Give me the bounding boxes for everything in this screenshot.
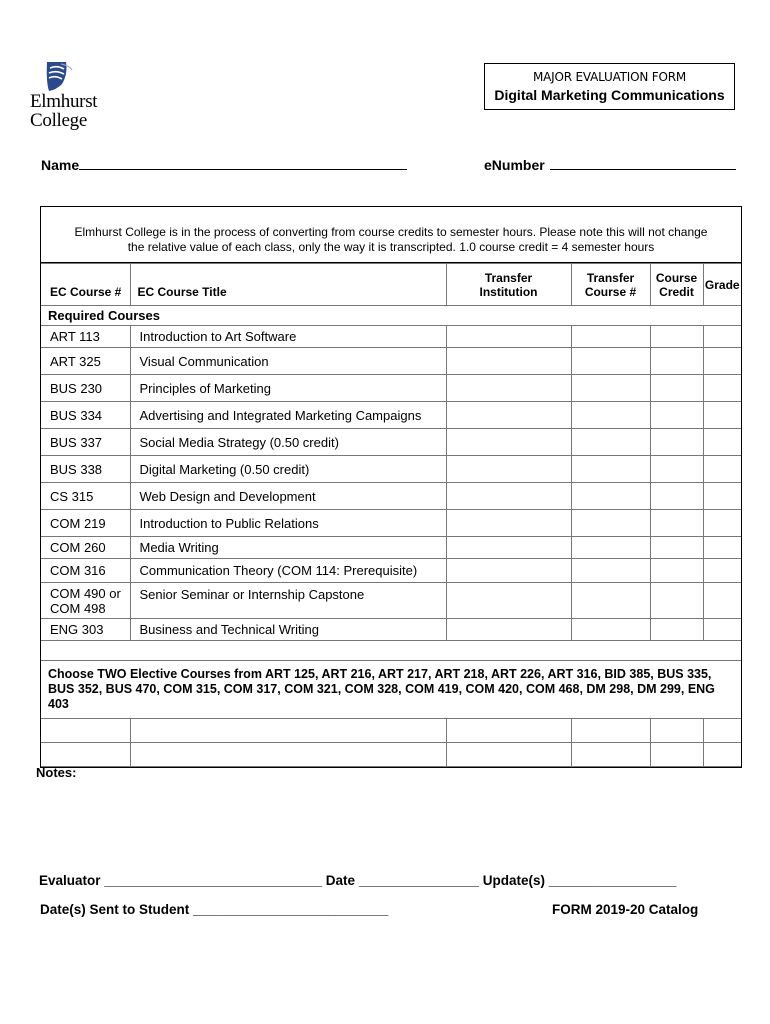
elective-title-cell[interactable] — [130, 743, 446, 767]
course-table — [41, 263, 741, 767]
table-header-row — [41, 264, 741, 306]
logo-line-2: College — [30, 110, 87, 131]
grade-cell[interactable] — [703, 326, 741, 348]
elective-course-number-cell[interactable] — [41, 719, 130, 743]
credit-cell[interactable] — [650, 456, 703, 483]
credit-cell[interactable] — [650, 326, 703, 348]
grade-cell[interactable] — [703, 510, 741, 537]
sent-label: Date(s) Sent to Student — [40, 902, 190, 917]
col-course-credit: Course Credit — [650, 264, 703, 306]
credit-cell[interactable] — [650, 510, 703, 537]
transfer-institution-cell[interactable] — [446, 510, 571, 537]
sent-line[interactable] — [40, 902, 388, 917]
credit-cell[interactable] — [650, 375, 703, 402]
spacer-cell — [41, 641, 741, 661]
grade-cell[interactable] — [703, 402, 741, 429]
course-title: Visual Communication — [130, 348, 446, 375]
table-row — [41, 348, 741, 375]
transfer-course-cell[interactable] — [571, 348, 650, 375]
course-number: COM 260 — [41, 537, 130, 559]
course-number: ART 113 — [41, 326, 130, 348]
elective-row — [41, 719, 741, 743]
conversion-notice — [41, 207, 741, 263]
grade-cell[interactable] — [703, 583, 741, 619]
transfer-course-cell[interactable] — [571, 456, 650, 483]
updates-label: Update(s) — [482, 873, 545, 888]
transfer-course-cell[interactable] — [571, 743, 650, 767]
elective-title-cell[interactable] — [130, 719, 446, 743]
evaluation-table — [40, 206, 742, 768]
transfer-institution-cell[interactable] — [446, 429, 571, 456]
transfer-institution-cell[interactable] — [446, 537, 571, 559]
form-label: MAJOR EVALUATION FORM — [532, 70, 687, 84]
credit-cell[interactable] — [650, 483, 703, 510]
course-number: ENG 303 — [41, 619, 130, 641]
program-title: Digital Marketing Communications — [494, 87, 725, 103]
grade-cell[interactable] — [703, 348, 741, 375]
course-title: Advertising and Integrated Marketing Campaigns — [130, 402, 446, 429]
grade-cell[interactable] — [703, 559, 741, 583]
col-ec-course: EC Course # — [41, 264, 130, 306]
credit-cell[interactable] — [650, 719, 703, 743]
notice-line-1: Elmhurst College is in the process of converting from course credits to semester hours. Please note this will not change — [74, 225, 708, 239]
name-line[interactable] — [79, 169, 407, 170]
transfer-institution-cell[interactable] — [446, 326, 571, 348]
grade-cell[interactable] — [703, 429, 741, 456]
table-row — [41, 375, 741, 402]
course-number: COM 490 or COM 498 — [41, 583, 130, 619]
sent-blank[interactable]: __________________________ — [193, 902, 389, 917]
course-title: Senior Seminar or Internship Capstone — [130, 583, 446, 619]
transfer-institution-cell[interactable] — [446, 619, 571, 641]
table-row — [41, 559, 741, 583]
transfer-course-cell[interactable] — [571, 375, 650, 402]
course-number: BUS 338 — [41, 456, 130, 483]
shield-logo-icon — [44, 60, 74, 92]
credit-cell[interactable] — [650, 402, 703, 429]
transfer-course-cell[interactable] — [571, 483, 650, 510]
credit-cell[interactable] — [650, 429, 703, 456]
grade-cell[interactable] — [703, 456, 741, 483]
credit-cell[interactable] — [650, 619, 703, 641]
transfer-course-cell[interactable] — [571, 510, 650, 537]
credit-cell[interactable] — [650, 348, 703, 375]
enumber-field[interactable] — [484, 157, 736, 173]
col-grade: Grade — [703, 264, 741, 306]
table-row — [41, 456, 741, 483]
transfer-course-cell[interactable] — [571, 326, 650, 348]
course-title: Social Media Strategy (0.50 credit) — [130, 429, 446, 456]
table-row — [41, 429, 741, 456]
notes-label: Notes: — [36, 765, 77, 780]
col-transfer-institution: Transfer Institution — [446, 264, 571, 306]
credit-cell[interactable] — [650, 743, 703, 767]
required-heading-row — [41, 306, 741, 326]
elective-instructions-row — [41, 661, 741, 719]
updates-blank[interactable]: _________________ — [548, 873, 677, 888]
transfer-course-cell[interactable] — [571, 719, 650, 743]
transfer-course-cell[interactable] — [571, 429, 650, 456]
date-blank[interactable]: ________________ — [358, 873, 479, 888]
table-row — [41, 583, 741, 619]
spacer-row — [41, 641, 741, 661]
grade-cell[interactable] — [703, 483, 741, 510]
transfer-course-cell[interactable] — [571, 537, 650, 559]
course-number: COM 219 — [41, 510, 130, 537]
elective-course-number-cell[interactable] — [41, 743, 130, 767]
grade-cell[interactable] — [703, 375, 741, 402]
evaluator-label: Evaluator — [39, 873, 101, 888]
required-heading: Required Courses — [41, 306, 741, 326]
transfer-institution-cell[interactable] — [446, 375, 571, 402]
transfer-institution-cell[interactable] — [446, 743, 571, 767]
course-number: ART 325 — [41, 348, 130, 375]
elective-row — [41, 743, 741, 767]
col-transfer-course: Transfer Course # — [571, 264, 650, 306]
date-label: Date — [325, 873, 356, 888]
course-title: Digital Marketing (0.50 credit) — [130, 456, 446, 483]
course-number: BUS 337 — [41, 429, 130, 456]
course-title: Communication Theory (COM 114: Prerequisite) — [130, 559, 446, 583]
transfer-institution-cell[interactable] — [446, 402, 571, 429]
credit-cell[interactable] — [650, 559, 703, 583]
course-title: Business and Technical Writing — [130, 619, 446, 641]
course-title: Web Design and Development — [130, 483, 446, 510]
evaluator-line[interactable] — [39, 873, 676, 888]
enumber-label: eNumber — [484, 157, 545, 173]
table-row — [41, 619, 741, 641]
evaluator-blank[interactable]: _____________________________ — [104, 873, 323, 888]
course-number: BUS 334 — [41, 402, 130, 429]
course-title: Introduction to Public Relations — [130, 510, 446, 537]
transfer-course-cell[interactable] — [571, 402, 650, 429]
elective-instructions: Choose TWO Elective Courses from ART 125, ART 216, ART 217, ART 218, ART 226, ART 316, BID 385, BUS 335, BUS 352, BUS 470, COM 315, COM 317, COM 321, COM 328, COM 419, COM 420, COM 468, DM 298, DM 299, ENG 403 — [41, 661, 741, 719]
grade-cell[interactable] — [703, 619, 741, 641]
form-title-box — [484, 63, 735, 110]
transfer-course-cell[interactable] — [571, 619, 650, 641]
notice-line-2: the relative value of each class, only the way it is transcripted. 1.0 course credit = 4 semester hours — [127, 240, 655, 254]
grade-cell[interactable] — [703, 719, 741, 743]
transfer-institution-cell[interactable] — [446, 483, 571, 510]
course-title: Introduction to Art Software — [130, 326, 446, 348]
course-title: Principles of Marketing — [130, 375, 446, 402]
course-number: BUS 230 — [41, 375, 130, 402]
col-ec-title: EC Course Title — [130, 264, 446, 306]
transfer-institution-cell[interactable] — [446, 559, 571, 583]
college-logo — [30, 60, 125, 135]
enumber-line[interactable] — [550, 169, 736, 170]
catalog-label: FORM 2019-20 Catalog — [552, 902, 699, 917]
name-label: Name — [41, 157, 80, 173]
table-row — [41, 326, 741, 348]
transfer-institution-cell[interactable] — [446, 583, 571, 619]
course-number: CS 315 — [41, 483, 130, 510]
table-row — [41, 483, 741, 510]
course-number: COM 316 — [41, 559, 130, 583]
table-row — [41, 510, 741, 537]
transfer-institution-cell[interactable] — [446, 456, 571, 483]
transfer-course-cell[interactable] — [571, 559, 650, 583]
credit-cell[interactable] — [650, 583, 703, 619]
course-title: Media Writing — [130, 537, 446, 559]
grade-cell[interactable] — [703, 743, 741, 767]
table-row — [41, 402, 741, 429]
table-row — [41, 537, 741, 559]
transfer-institution-cell[interactable] — [446, 719, 571, 743]
logo-line-1: Elmhurst — [30, 91, 98, 112]
transfer-institution-cell[interactable] — [446, 348, 571, 375]
name-field[interactable] — [41, 157, 407, 173]
grade-cell[interactable] — [703, 537, 741, 559]
transfer-course-cell[interactable] — [571, 583, 650, 619]
credit-cell[interactable] — [650, 537, 703, 559]
